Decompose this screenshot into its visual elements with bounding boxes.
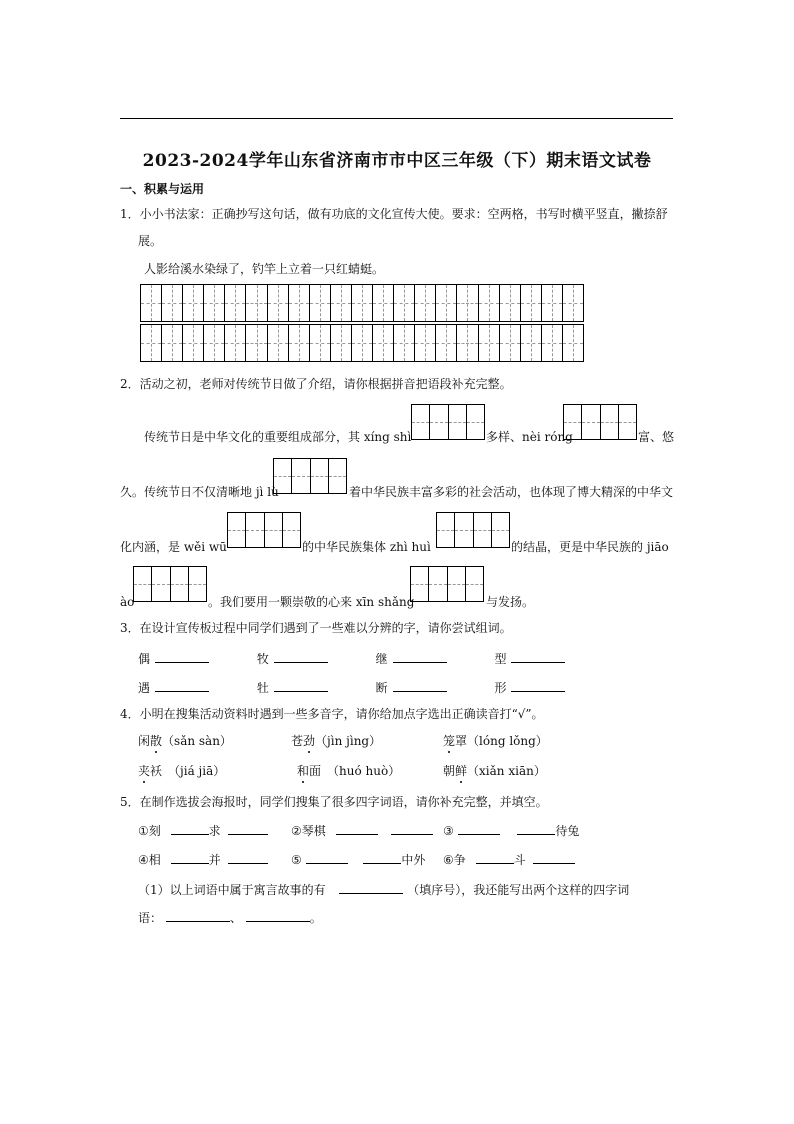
answer-blank[interactable] [171,822,209,835]
section-title: 一、积累与运用 [120,182,205,196]
answer-blank[interactable] [517,822,555,835]
q2-text-1a: 传统节日是中华文化的重要组成部分，其 xíng shì [144,430,412,444]
answer-blank[interactable] [155,650,209,663]
answer-blank[interactable] [274,679,328,692]
answer-blank[interactable] [533,851,575,864]
answer-blank[interactable] [363,851,401,864]
q4-item[interactable]: 苍劲（jìn jìng） [291,734,382,748]
q2-text-2a: 久。传统节日不仅清晰地 jì lù [120,485,279,499]
answer-blank[interactable] [458,822,500,835]
answer-blank[interactable] [511,679,565,692]
q3-char: 偶 [138,652,151,666]
q5-row-2: ④相 并 [138,851,268,868]
page-title: 2023-2024学年山东省济南市市中区三年级（下）期末语文试卷 [142,151,652,171]
answer-blank[interactable] [391,822,433,835]
q1-line2: 展。 [138,234,163,248]
q4-item[interactable]: 闲散（sǎn sàn） [138,734,232,748]
answer-blank[interactable] [155,679,209,692]
q5-intro: 5．在制作选拔会海报时，同学们搜集了很多四字词语，请你补充完整，并填空。 [120,795,548,809]
answer-blank[interactable] [171,851,209,864]
q2-text-4c: 与发扬。 [486,595,535,609]
q3-char: 形 [494,681,507,695]
answer-blank[interactable] [339,881,403,894]
q1-line1: 1．小小书法家：正确抄写这句话，做有功底的文化宣传大使。要求：空两格，书写时横平竖直，撇捺舒 [120,207,668,221]
q2-text-4a: ào [120,595,135,609]
q4-intro: 4．小明在搜集活动资料时遇到一些多音字，请你给加点字选出正确读音打“√”。 [120,707,544,721]
q3-char: 断 [375,681,388,695]
q4-item[interactable]: 和面 （huó huò） [297,764,401,778]
q3-char: 型 [494,652,507,666]
answer-blank[interactable] [246,909,310,922]
q2-text-1c: 富、悠 [638,430,675,444]
writing-grid-row-2[interactable] [140,324,584,362]
answer-blank[interactable] [393,650,447,663]
answer-blank[interactable] [393,679,447,692]
pinyin-box-zhihui[interactable] [436,512,510,548]
pinyin-box-weiwu[interactable] [227,512,301,548]
q3-char: 继 [375,652,388,666]
q5-sub1-line1: （1）以上词语中属于寓言故事的有 （填序号），我还能写出两个这样的四字词 [138,883,630,897]
answer-blank[interactable] [166,909,230,922]
pinyin-box-xingshi[interactable] [411,404,485,440]
q4-item[interactable]: 朝鲜（xiǎn xiān） [443,764,546,778]
q4-item[interactable]: 笼罩（lóng lǒng） [443,734,548,748]
q2-text-2b: 着中华民族丰富多彩的社会活动，也体现了博大精深的中华文 [349,485,674,499]
pinyin-box-jilu[interactable] [273,458,347,494]
q5-row-1: ①刻 求 [138,822,268,839]
answer-blank[interactable] [476,851,514,864]
q2-text-3b: 的中华民族集体 zhì huì [302,540,431,554]
q3-char: 牧 [256,652,269,666]
q2-intro: 2．活动之初，老师对传统节日做了介绍，请你根据拼音把语段补充完整。 [120,377,512,391]
q3-char: 遇 [138,681,151,695]
q2-text-4b: 。我们要用一颗崇敬的心来 xīn shǎng [208,595,415,609]
answer-blank[interactable] [306,851,348,864]
header-rule [120,118,673,119]
answer-blank[interactable] [228,851,268,864]
pinyin-box-jiaoao[interactable] [133,566,207,602]
q5-row-1c: ③ 待兔 [443,824,580,838]
q3-row-1 [138,650,565,667]
answer-blank[interactable] [274,650,328,663]
q4-item[interactable]: 夹袄 （jiá jiā） [138,764,226,778]
q2-text-3a: 化内涵，是 wěi wū [120,540,227,554]
q1-sentence: 人影给溪水染绿了，钓竿上立着一只红蜻蜓。 [144,262,385,276]
q3-char: 牡 [256,681,269,695]
q2-text-1b: 多样、nèi róng [486,430,573,444]
answer-blank[interactable] [511,650,565,663]
q5-row-2b: ⑤ 中外 [291,853,426,867]
q2-text-3c: 的结晶，更是中华民族的 jiāo [511,540,669,554]
answer-blank[interactable] [336,822,378,835]
q3-intro: 3．在设计宣传板过程中同学们遇到了一些难以分辨的字，请你尝试组词。 [120,621,512,635]
q5-sub1-line2: 语： 、 。 [138,911,322,925]
q5-row-1b: ②琴棋 [291,822,433,839]
q3-row-2 [138,679,565,696]
pinyin-box-xinshang[interactable] [410,566,484,602]
q5-row-2c: ⑥争 斗 [443,851,575,868]
answer-blank[interactable] [228,822,268,835]
pinyin-box-neirong[interactable] [563,404,637,440]
writing-grid-row-1[interactable] [140,284,584,322]
